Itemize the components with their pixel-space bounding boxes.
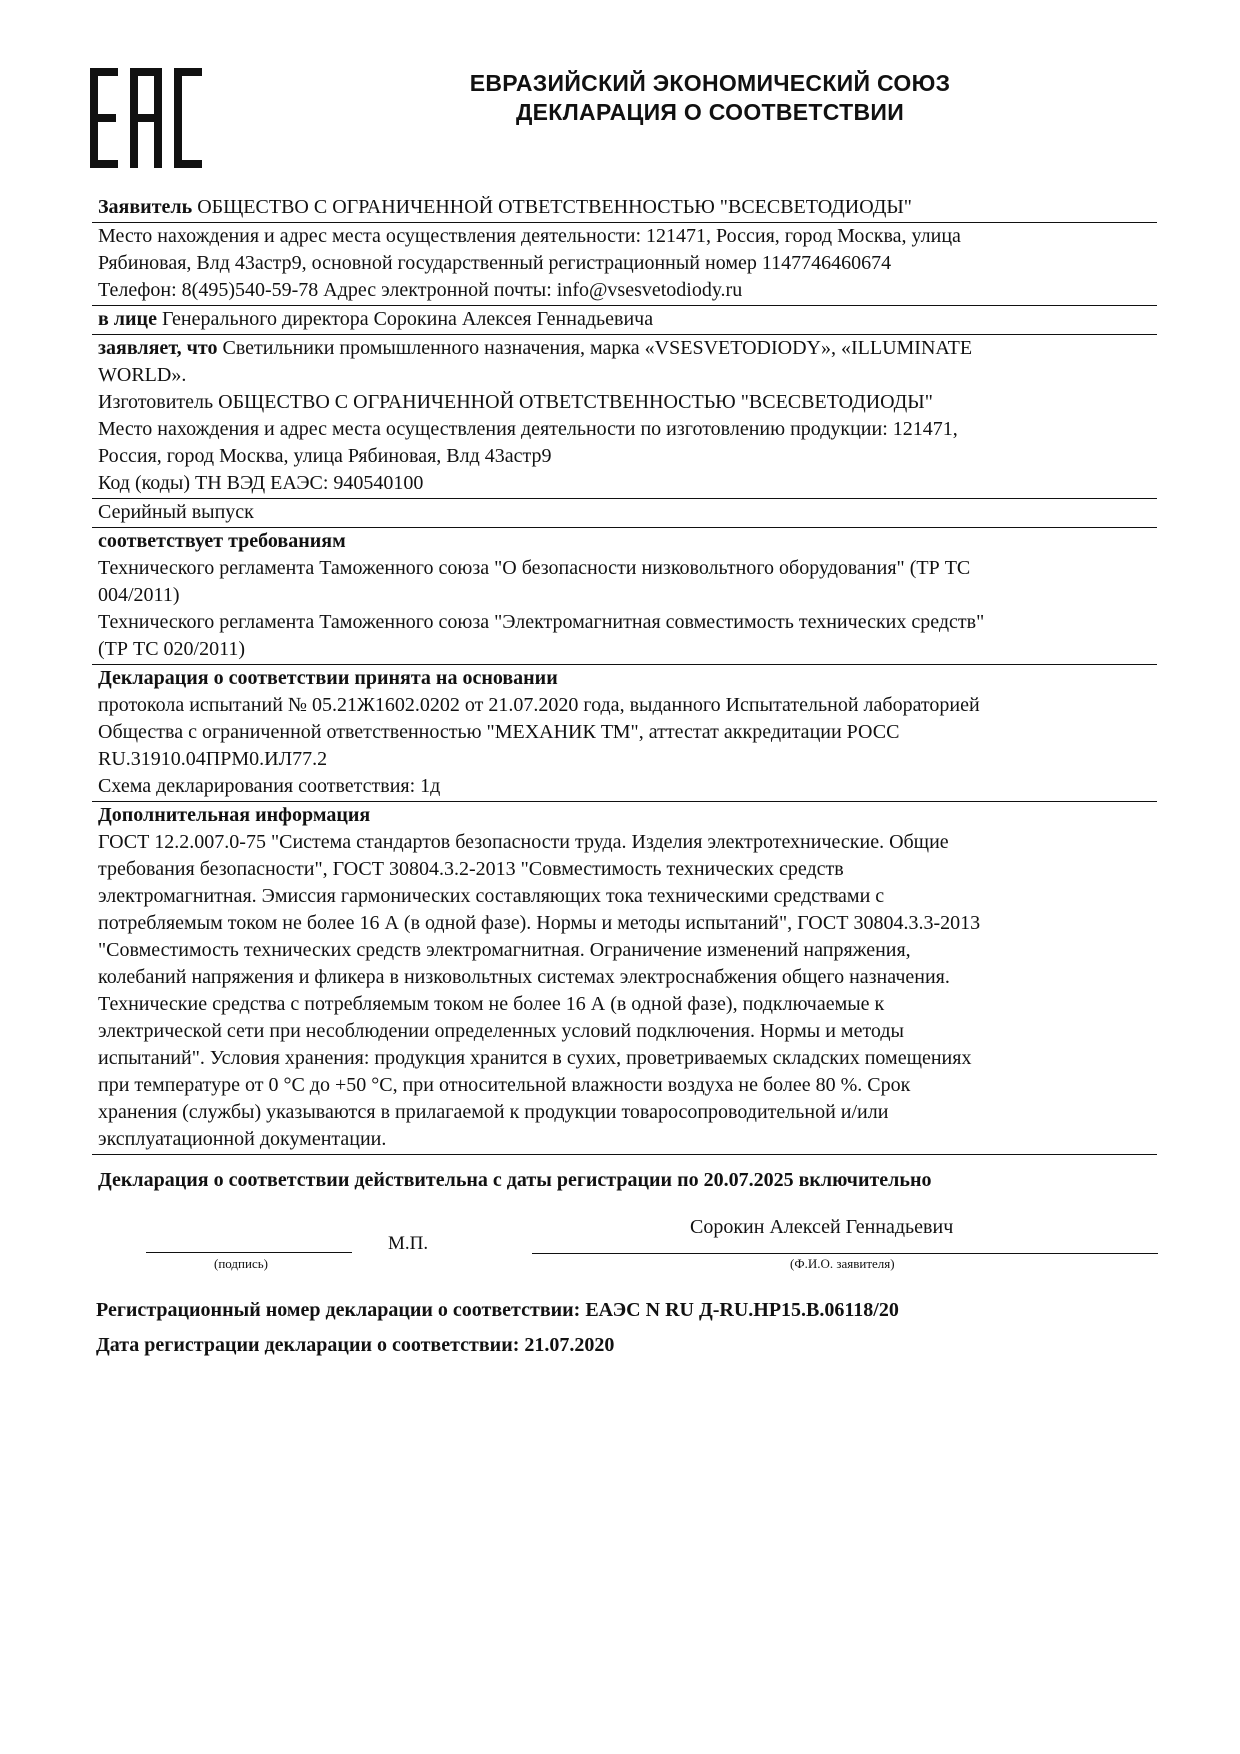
document-title: ДЕКЛАРАЦИЯ О СООТВЕТСТВИИ <box>515 99 905 125</box>
basis-section <box>92 665 1157 802</box>
product-text: Светильники промышленного назначения, марка «VSESVETODIODY», «ILLUMINATE <box>222 337 973 359</box>
additional-section <box>92 802 1157 1155</box>
product-line-2: WORLD». <box>98 364 187 386</box>
tn-ved-code: Код (коды) ТН ВЭД ЕАЭС: 940540100 <box>98 472 424 494</box>
additional-line: электрической сети при несоблюдении определенных условий подключения. Нормы и методы <box>98 1020 904 1042</box>
declaration-body <box>92 194 1157 1155</box>
eac-logo <box>90 68 202 168</box>
signer-name: Сорокин Алексей Геннадьевич <box>690 1216 954 1238</box>
union-title: ЕВРАЗИЙСКИЙ ЭКОНОМИЧЕСКИЙ СОЮЗ <box>469 70 951 96</box>
represented-text: Генерального директора Сорокина Алексея Геннадьевича <box>161 308 654 330</box>
declaration-scheme: Схема декларирования соответствия: 1д <box>98 775 441 797</box>
regulation-1-line-2: 004/2011) <box>98 584 180 606</box>
requirements-label: соответствует требованиям <box>98 530 346 552</box>
declares-label: заявляет, что <box>98 337 218 359</box>
product-line-1 <box>98 335 1151 362</box>
additional-line: эксплуатационной документации. <box>98 1128 387 1150</box>
additional-line: колебаний напряжения и фликера в низковольтных системах электроснабжения общего назначения. <box>98 966 950 988</box>
manufacturer: Изготовитель ОБЩЕСТВО С ОГРАНИЧЕННОЙ ОТВЕТСТВЕННОСТЬЮ "ВСЕСВЕТОДИОДЫ" <box>98 391 933 413</box>
additional-line: ГОСТ 12.2.007.0-75 "Система стандартов безопасности труда. Изделия электротехнические. Общие <box>98 831 949 853</box>
additional-label: Дополнительная информация <box>98 804 371 826</box>
basis-label: Декларация о соответствии принята на основании <box>98 667 558 689</box>
additional-line: при температуре от 0 °C до +50 °C, при относительной влажности воздуха не более 80 %. Срок <box>98 1074 911 1096</box>
regulation-2-line-1: Технического регламента Таможенного союза "Электромагнитная совместимость технических средств" <box>98 611 985 633</box>
protocol-line-1: протокола испытаний № 05.21Ж1602.0202 от 21.07.2020 года, выданного Испытательной лабораторией <box>98 694 980 716</box>
additional-line: требования безопасности", ГОСТ 30804.3.2-2013 "Совместимость технических средств <box>98 858 844 880</box>
protocol-line-3: RU.31910.04ПРМ0.ИЛ77.2 <box>98 748 328 770</box>
stamp-place: М.П. <box>388 1233 429 1254</box>
regulation-2-line-2: (ТР ТС 020/2011) <box>98 638 246 660</box>
additional-line: "Совместимость технических средств электромагнитная. Ограничение изменений напряжения, <box>98 939 911 961</box>
validity-statement: Декларация о соответствии действительна с даты регистрации по 20.07.2025 включительно <box>98 1169 932 1191</box>
applicant-name: ОБЩЕСТВО С ОГРАНИЧЕННОЙ ОТВЕТСТВЕННОСТЬЮ "ВСЕСВЕТОДИОДЫ" <box>197 196 912 218</box>
regulation-1-line-1: Технического регламента Таможенного союза "О безопасности низковольтного оборудования" (ТР ТС <box>98 557 971 579</box>
applicant-label: Заявитель <box>98 196 193 218</box>
additional-line: испытаний". Условия хранения: продукция хранится в сухих, проветриваемых складских помещениях <box>98 1047 972 1069</box>
additional-line: Технические средства с потребляемым током не более 16 А (в одной фазе), подключаемые к <box>98 993 885 1015</box>
declares-section <box>92 335 1157 499</box>
manufacturer-address-2: Россия, город Москва, улица Рябиновая, Влд 43астр9 <box>98 445 552 467</box>
requirements-section <box>92 528 1157 665</box>
applicant-address-1: Место нахождения и адрес места осуществления деятельности: 121471, Россия, город Москва, улица <box>98 225 961 247</box>
serial-section <box>92 499 1157 528</box>
address-section <box>92 223 1157 306</box>
signature-caption: (подпись) <box>214 1256 268 1271</box>
manufacturer-address-1: Место нахождения и адрес места осуществления деятельности по изготовлению продукции: 121471, <box>98 418 958 440</box>
protocol-line-2: Общества с ограниченной ответственностью "МЕХАНИК ТМ", аттестат аккредитации РОСС <box>98 721 900 743</box>
name-caption: (Ф.И.О. заявителя) <box>790 1256 895 1271</box>
represented-line <box>98 306 1151 333</box>
name-line <box>532 1253 1158 1254</box>
additional-line: хранения (службы) указываются в прилагаемой к продукции товаросопроводительной и/или <box>98 1101 889 1123</box>
registration-date: Дата регистрации декларации о соответствии: 21.07.2020 <box>96 1334 615 1356</box>
applicant-contacts: Телефон: 8(495)540-59-78 Адрес электронной почты: info@vsesvetodiody.ru <box>98 279 743 301</box>
additional-line: потребляемым током не более 16 А (в одной фазе). Нормы и методы испытаний", ГОСТ 30804.3.3-2013 <box>98 912 981 934</box>
represented-section <box>92 306 1157 335</box>
registration-number: Регистрационный номер декларации о соответствии: ЕАЭС N RU Д-RU.НР15.В.06118/20 <box>96 1299 899 1321</box>
applicant-line <box>98 194 1151 221</box>
serial-release: Серийный выпуск <box>98 501 254 523</box>
additional-line: электромагнитная. Эмиссия гармонических составляющих тока техническими средствами с <box>98 885 885 907</box>
applicant-address-2: Рябиновая, Влд 43астр9, основной государственный регистрационный номер 1147746460674 <box>98 252 892 274</box>
signature-line <box>146 1252 352 1253</box>
represented-label: в лице <box>98 308 157 330</box>
applicant-section <box>92 194 1157 223</box>
